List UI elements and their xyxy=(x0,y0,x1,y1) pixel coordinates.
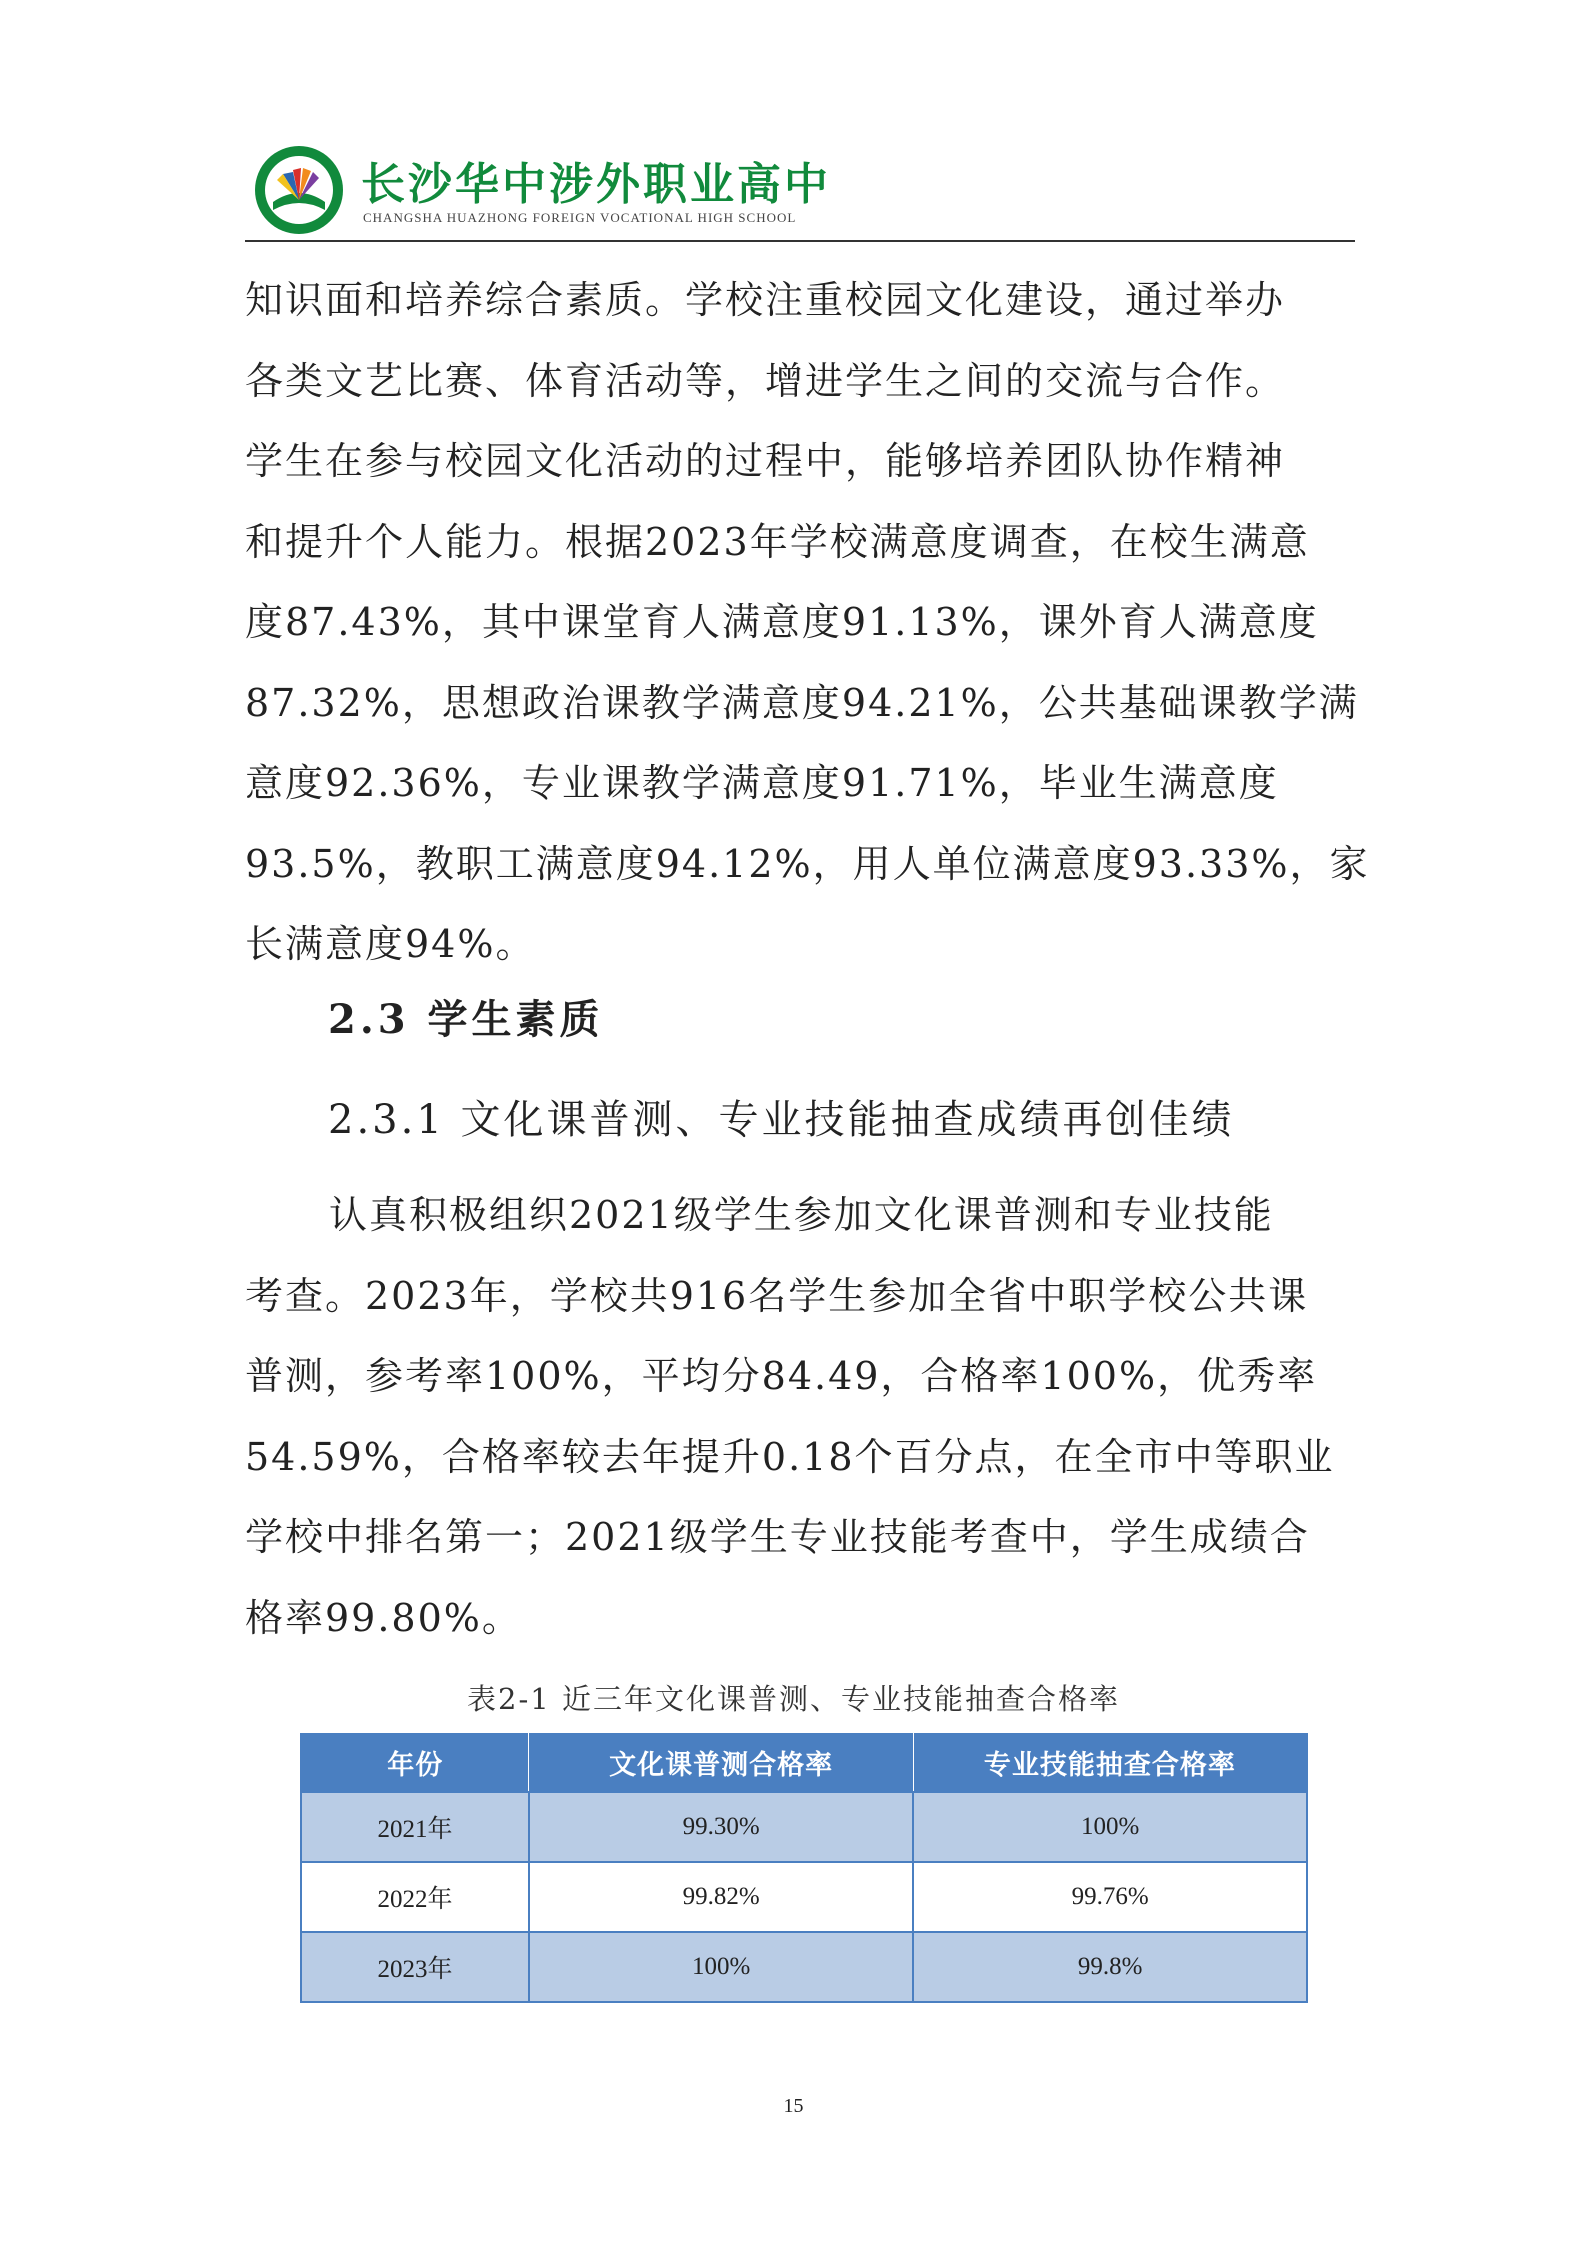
text-line: 54.59%，合格率较去年提升0.18个百分点，在全市中等职业 xyxy=(245,1434,1335,1479)
text-line: 认真积极组织2021级学生参加文化课普测和专业技能 xyxy=(329,1193,1274,1237)
table-header-row xyxy=(301,1733,1307,1792)
text-line: 93.5%，教职工满意度94.12%，用人单位满意度93.33%，家 xyxy=(245,841,1370,886)
table-row xyxy=(301,1932,1307,2002)
text-line: 度87.43%，其中课堂育人满意度91.13%，课外育人满意度 xyxy=(245,600,1319,644)
text-line: 和提升个人能力。根据2023年学校满意度调查，在校生满意 xyxy=(245,519,1310,564)
text-line: 87.32%，思想政治课教学满意度94.21%，公共基础课教学满 xyxy=(245,680,1359,725)
school-logo xyxy=(253,144,1073,236)
cell-skill-rate: 99.76% xyxy=(913,1862,1307,1932)
paragraph-satisfaction xyxy=(245,260,1370,985)
text-line: 各类文艺比赛、体育活动等，增进学生之间的交流与合作。 xyxy=(245,358,1286,403)
text-line: 考查。2023年，学校共916名学生参加全省中职学校公共课 xyxy=(245,1273,1309,1318)
section-heading-2-3: 2.3 学生素质 xyxy=(328,996,604,1043)
header-year: 年份 xyxy=(301,1733,529,1792)
cell-year: 2022年 xyxy=(301,1862,529,1932)
pass-rate-table xyxy=(300,1733,1308,2003)
page-header xyxy=(245,140,1355,240)
cell-skill-rate: 99.8% xyxy=(913,1932,1307,2002)
cell-skill-rate: 100% xyxy=(913,1792,1307,1862)
text-line: 学校中排名第一；2021级学生专业技能考查中，学生成绩合 xyxy=(245,1515,1310,1559)
text-line: 格率99.80%。 xyxy=(245,1595,522,1640)
cell-culture-rate: 99.30% xyxy=(529,1792,913,1862)
text-line: 长满意度94%。 xyxy=(245,922,536,966)
text-line: 普测，参考率100%，平均分84.49，合格率100%，优秀率 xyxy=(245,1354,1318,1398)
header-culture-pass-rate: 文化课普测合格率 xyxy=(529,1733,913,1792)
section-heading-2-3-1: 2.3.1 文化课普测、专业技能抽查成绩再创佳绩 xyxy=(328,1097,1235,1143)
header-skill-pass-rate: 专业技能抽查合格率 xyxy=(913,1733,1307,1792)
cell-year: 2021年 xyxy=(301,1792,529,1862)
text-line: 意度92.36%，专业课教学满意度91.71%，毕业生满意度 xyxy=(245,761,1279,805)
school-name-cn: 长沙华中涉外职业高中 xyxy=(361,159,831,210)
cell-year: 2023年 xyxy=(301,1932,529,2002)
school-name-en: CHANGSHA HUAZHONG FOREIGN VOCATIONAL HIGH SCHOOL xyxy=(363,210,797,225)
table-row xyxy=(301,1792,1307,1862)
header-divider xyxy=(245,240,1355,242)
text-line: 知识面和培养综合素质。学校注重校园文化建设，通过举办 xyxy=(245,278,1286,322)
text-line: 学生在参与校园文化活动的过程中，能够培养团队协作精神 xyxy=(245,439,1286,483)
table-caption: 表2-1 近三年文化课普测、专业技能抽查合格率 xyxy=(467,1682,1120,1716)
table-row xyxy=(301,1862,1307,1932)
cell-culture-rate: 100% xyxy=(529,1932,913,2002)
cell-culture-rate: 99.82% xyxy=(529,1862,913,1932)
paragraph-test-results xyxy=(245,1175,1355,1658)
page-number: 15 xyxy=(783,2095,804,2117)
school-emblem-icon xyxy=(253,144,345,236)
